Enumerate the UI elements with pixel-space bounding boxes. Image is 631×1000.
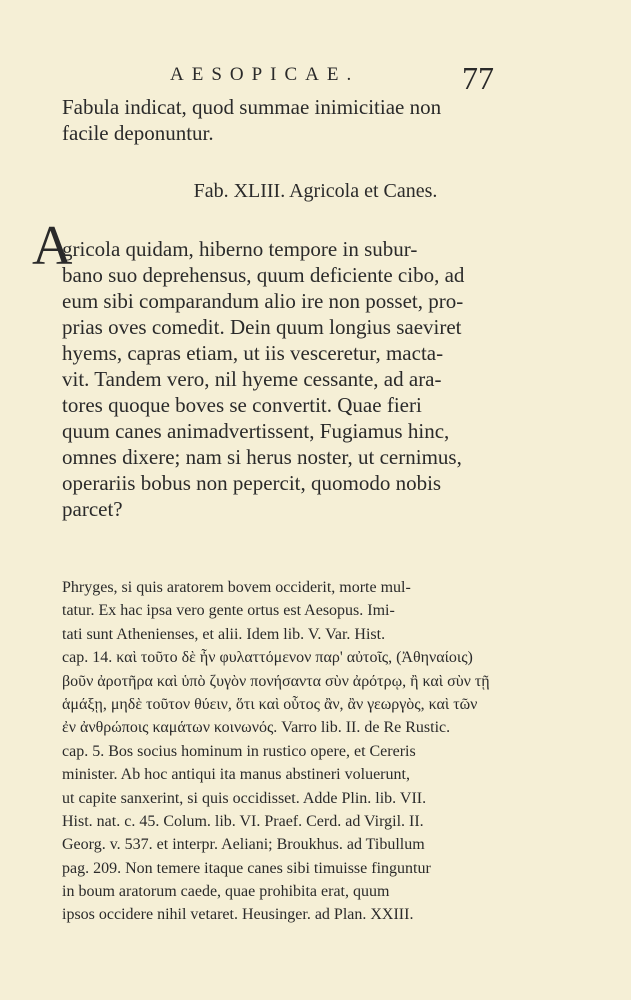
note-line: Phryges, si quis aratorem bovem occiderit, morte mul- bbox=[62, 579, 411, 596]
running-head: AESOPICAE. bbox=[170, 64, 360, 85]
note-line: βοῦν ἀροτῆρα καὶ ὑπὸ ζυγὸν πονήσαντα σὺν ἀρότρῳ, ἢ καὶ σὺν τῇ bbox=[62, 672, 490, 690]
note-line: cap. 14. καὶ τοῦτο δὲ ἦν φυλαττόμενον παρ' αὐτοῖς, (Ἀθηναίοις) bbox=[62, 649, 473, 667]
text-line: quum canes animadvertissent, Fugiamus hinc, bbox=[62, 419, 450, 443]
text-line: gricola quidam, hiberno tempore in subur- bbox=[62, 237, 418, 261]
note-line: Hist. nat. c. 45. Colum. lib. VI. Praef. Cerd. ad Virgil. II. bbox=[62, 812, 424, 830]
text-line: eum sibi comparandum alio ire non posset, pro- bbox=[62, 289, 464, 313]
note-line: in boum aratorum caede, quae prohibita erat, quum bbox=[62, 883, 390, 901]
text-line: bano suo deprehensus, quum deficiente cibo, ad bbox=[62, 263, 465, 287]
text-line: operariis bobus non pepercit, quomodo nobis bbox=[62, 471, 442, 495]
note-line: tati sunt Athenienses, et alii. Idem lib. V. Var. Hist. bbox=[62, 625, 386, 643]
page-number: 77 bbox=[462, 60, 494, 96]
note-line: Georg. v. 537. et interpr. Aeliani; Broukhus. ad Tibullum bbox=[62, 836, 425, 854]
text-line: tores quoque boves se convertit. Quae fieri bbox=[62, 393, 422, 417]
note-line: pag. 209. Non temere itaque canes sibi timuisse finguntur bbox=[62, 859, 431, 877]
fable-body bbox=[32, 215, 539, 522]
note-line: ἁμάξῃ, μηδὲ τοῦτον θύειν, ὅτι καὶ οὗτος ἂν, ἂν γεωργὸς, καὶ τῶν bbox=[62, 695, 478, 713]
note-line: ut capite sanxerint, si quis occidisset. Adde Plin. lib. VII. bbox=[62, 789, 427, 807]
text-line: hyems, capras etiam, ut iis vesceretur, macta- bbox=[62, 341, 444, 365]
note-line: ἐν ἀνθρώποις καμάτων κοινωνός. Varro lib. II. de Re Rustic. bbox=[62, 719, 451, 737]
note-line: minister. Ab hoc antiqui ita manus abstineri voluerunt, bbox=[62, 766, 410, 784]
fable-title: Fab. XLIII. Agricola et Canes. bbox=[193, 180, 438, 202]
drop-cap: A bbox=[32, 215, 73, 277]
text-line: omnes dixere; nam si herus noster, ut cernimus, bbox=[62, 445, 462, 469]
text-line: Fabula indicat, quod summae inimicitiae non bbox=[62, 95, 442, 119]
commentary-note bbox=[62, 576, 539, 927]
text-line: facile deponuntur. bbox=[62, 121, 214, 145]
text-line: vit. Tandem vero, nil hyeme cessante, ad ara- bbox=[62, 367, 442, 391]
note-line: tatur. Ex hac ipsa vero gente ortus est Aesopus. Imi- bbox=[62, 602, 395, 620]
page-header bbox=[0, 60, 631, 96]
intro-moral bbox=[62, 94, 539, 146]
text-line: parcet? bbox=[62, 497, 123, 521]
text-line: prias oves comedit. Dein quum longius saeviret bbox=[62, 315, 462, 339]
note-line: ipsos occidere nihil vetaret. Heusinger. ad Plan. XXIII. bbox=[62, 906, 414, 924]
note-line: cap. 5. Bos socius hominum in rustico opere, et Cereris bbox=[62, 742, 416, 760]
